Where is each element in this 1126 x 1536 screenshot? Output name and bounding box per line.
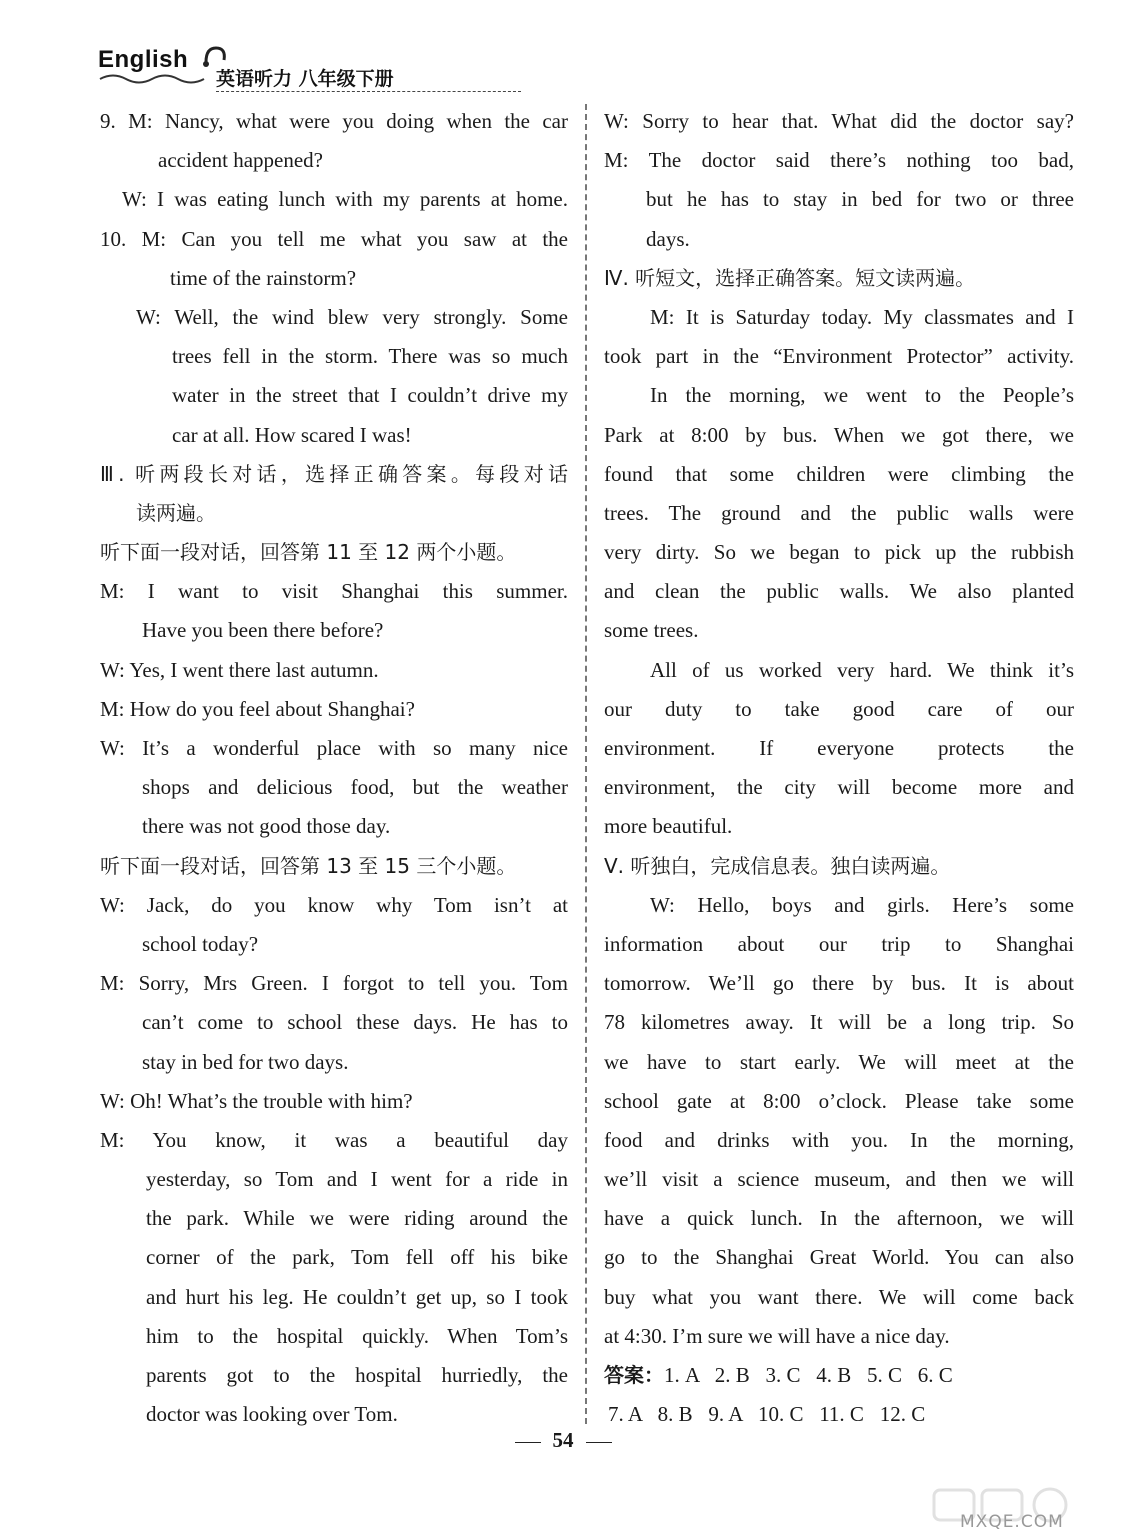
text-line: go to the Shanghai Great World. You can also (604, 1245, 1074, 1270)
text-line: Park at 8:00 by bus. When we got there, we (604, 422, 1074, 447)
text-line: W: Yes, I went there last autumn. (100, 657, 379, 682)
text-line: the park. While we were riding around the (146, 1206, 568, 1231)
text-line: M: The doctor said there’s nothing too bad, (604, 148, 1074, 173)
text-line: can’t come to school these days. He has to (142, 1010, 568, 1035)
text-line: information about our trip to Shanghai (604, 931, 1074, 956)
column-divider (585, 104, 587, 1424)
text-line: Have you been there before? (142, 618, 384, 643)
swirl-icon (98, 72, 208, 86)
left-column (100, 102, 568, 1434)
text-line: found that some children were climbing the (604, 461, 1074, 486)
text-line: some trees. (604, 618, 699, 643)
text-line: and hurt his leg. He couldn’t get up, so I took (146, 1284, 568, 1309)
text-line: took part in the “Environment Protector” activity. (604, 344, 1074, 369)
text-line: we have to start early. We will meet at the (604, 1049, 1074, 1074)
text-line: stay in bed for two days. (142, 1049, 349, 1074)
book-title: 英语听力 八年级下册 (216, 68, 394, 90)
text-line: buy what you want there. We will come back (604, 1284, 1074, 1309)
text-line: and clean the public walls. We also planted (604, 579, 1074, 604)
text-line: environment, the city will become more and (604, 775, 1074, 800)
answer-label: 答案： (604, 1363, 664, 1387)
text-line: 读两遍。 (136, 500, 216, 525)
text-line: 10. M: Can you tell me what you saw at the (100, 226, 568, 251)
answer-key (604, 1356, 1074, 1434)
text-line: W: Jack, do you know why Tom isn’t at (100, 892, 568, 917)
text-line: 听下面一段对话，回答第 11 至 12 两个小题。 (100, 540, 517, 565)
footer-dash-right (586, 1442, 612, 1443)
text-line: very dirty. So we began to pick up the rubbish (604, 540, 1074, 565)
text-line: environment. If everyone protects the (604, 736, 1074, 760)
text-line: M: Sorry, Mrs Green. I forgot to tell you. Tom (100, 971, 568, 996)
text-line: school today? (142, 931, 259, 956)
page-header (98, 46, 428, 92)
text-line: Ⅴ. 听独白，完成信息表。独白读两遍。 (604, 853, 951, 878)
answer-line-1 (604, 1356, 1074, 1395)
text-line: more beautiful. (604, 814, 733, 839)
text-line: doctor was looking over Tom. (146, 1402, 398, 1427)
text-line: M: How do you feel about Shanghai? (100, 696, 415, 721)
page-number: 54 (552, 1428, 574, 1452)
text-line: at 4:30. I’m sure we will have a nice day. (604, 1323, 950, 1348)
text-line: have a quick lunch. In the afternoon, we will (604, 1206, 1074, 1231)
text-line: tomorrow. We’ll go there by bus. It is about (604, 971, 1074, 996)
text-line: All of us worked very hard. We think it’s (650, 657, 1074, 682)
english-logo: English (98, 46, 189, 73)
text-line: car at all. How scared I was! (172, 422, 412, 447)
text-line: food and drinks with you. In the morning, (604, 1127, 1074, 1152)
text-line: water in the street that I couldn’t drive my (172, 383, 568, 408)
text-line: time of the rainstorm? (170, 265, 357, 290)
right-column (604, 102, 1074, 1356)
text-line: days. (646, 226, 690, 251)
text-line: Ⅲ. 听两段长对话，选择正确答案。每段对话 (100, 461, 568, 486)
text-line: our duty to take good care of our (604, 696, 1074, 721)
text-line: W: Sorry to hear that. What did the doctor say? (604, 109, 1074, 133)
text-line: school gate at 8:00 o’clock. Please take some (604, 1088, 1074, 1113)
text-line: yesterday, so Tom and I went for a ride in (146, 1167, 568, 1192)
text-line: parents got to the hospital hurriedly, the (146, 1363, 568, 1387)
text-line: W: I was eating lunch with my parents at home. (122, 187, 568, 212)
text-line: him to the hospital quickly. When Tom’s (146, 1323, 568, 1348)
answer-values-2: 7. A 8. B 9. A 10. C 11. C 12. C (608, 1402, 926, 1427)
text-line: W: It’s a wonderful place with so many nice (100, 736, 568, 760)
header-rule (216, 91, 521, 92)
text-line: M: I want to visit Shanghai this summer. (100, 579, 568, 604)
watermark-text: MXQE.COM (960, 1512, 1064, 1532)
text-line: M: It is Saturday today. My classmates and I (650, 304, 1074, 329)
text-line: 听下面一段对话，回答第 13 至 15 三个小题。 (100, 853, 517, 878)
text-line: trees fell in the storm. There was so much (172, 344, 568, 369)
text-line: W: Oh! What’s the trouble with him? (100, 1088, 413, 1113)
text-line: we’ll visit a science museum, and then we will (604, 1167, 1074, 1192)
page-footer (0, 1428, 1126, 1453)
text-line: but he has to stay in bed for two or three (646, 187, 1074, 212)
answer-values-1: 1. A 2. B 3. C 4. B 5. C 6. C (664, 1363, 953, 1387)
text-line: 78 kilometres away. It will be a long trip. So (604, 1010, 1074, 1035)
text-line: In the morning, we went to the People’s (650, 383, 1074, 408)
text-line: Ⅳ. 听短文，选择正确答案。短文读两遍。 (604, 265, 976, 290)
text-line: 9. M: Nancy, what were you doing when the car (100, 109, 568, 133)
footer-dash-left (515, 1442, 541, 1443)
text-line: W: Hello, boys and girls. Here’s some (650, 892, 1074, 917)
text-line: trees. The ground and the public walls were (604, 500, 1074, 525)
text-line: there was not good those day. (142, 814, 391, 839)
text-line: M: You know, it was a beautiful day (100, 1127, 568, 1152)
text-line: shops and delicious food, but the weather (142, 775, 568, 800)
text-line: W: Well, the wind blew very strongly. Some (136, 304, 568, 329)
text-line: corner of the park, Tom fell off his bike (146, 1245, 568, 1270)
text-line: accident happened? (158, 148, 323, 173)
